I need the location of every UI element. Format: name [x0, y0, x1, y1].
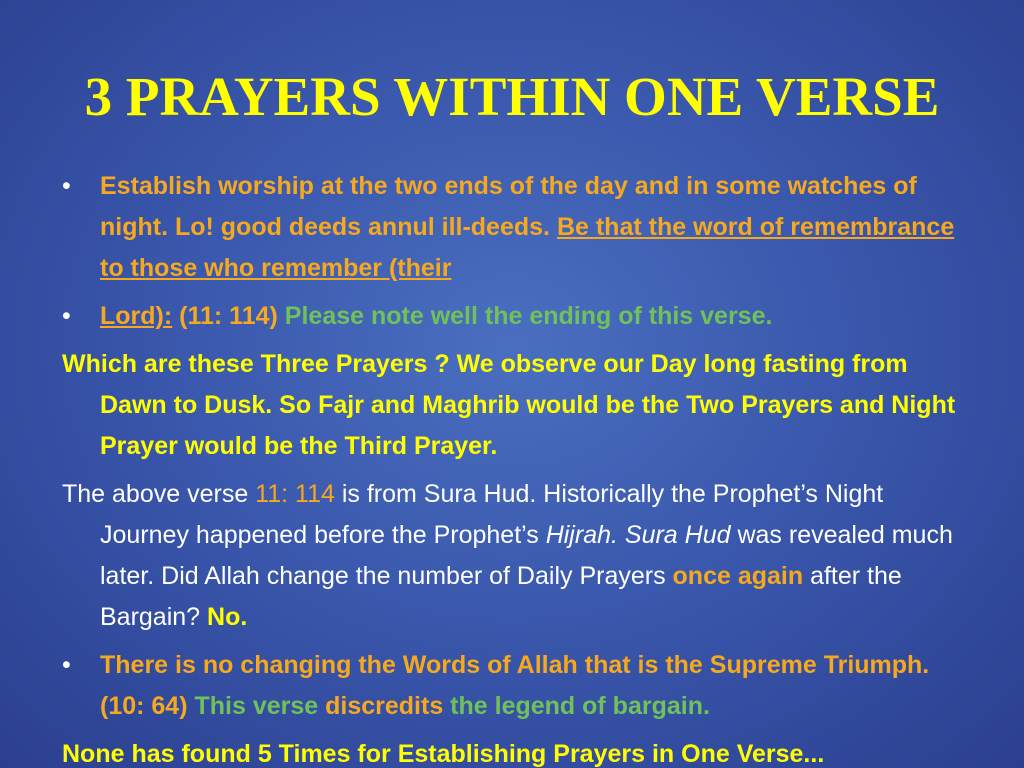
paragraph-lord-reference [62, 296, 967, 337]
verse-reference: (11: 114) [172, 302, 278, 330]
verse-note: Please note well the ending of this verse. [277, 302, 773, 330]
sura-hud-italic: Hijrah. Sura Hud [545, 521, 731, 549]
this-verse-text: This verse [187, 692, 326, 720]
paragraph-no-changing [62, 645, 967, 727]
slide-title: 3 PRAYERS WITHIN ONE VERSE [84, 66, 940, 127]
sura-hud-text-4: after the Bargain? [100, 562, 902, 631]
no-changing-text: There is no changing the Words of Allah that is the Supreme Triumph. (10: 64) [100, 651, 930, 720]
bullet-icon: • [62, 651, 71, 679]
verse-lord-text: Lord): [100, 302, 173, 330]
verse-underlined-text: Be that the word of remembrance to those who remember (their [100, 213, 955, 282]
none-found-text: None has found 5 Times for Establishing Prayers in One Verse... [62, 740, 825, 768]
legend-text: the legend of bargain. [443, 692, 710, 720]
bullet-icon: • [62, 302, 71, 330]
sura-hud-text-3: was revealed much later. Did Allah change the number of Daily Prayers [100, 521, 953, 590]
slide-body [62, 166, 967, 768]
once-again-text: once again [672, 562, 804, 590]
sura-hud-reference: 11: 114 [255, 480, 335, 508]
sura-hud-text-2: is from Sura Hud. Historically the Prophet’s Night Journey happened before the Prophet’s [100, 480, 884, 549]
three-prayers-text: Which are these Three Prayers ? We observe our Day long fasting from Dawn to Dusk. So Fajr and Maghrib would be the Two Prayers and Night Prayer would be the Third Prayer. [62, 350, 956, 460]
bullet-icon: • [62, 172, 71, 200]
discredits-text: discredits [325, 692, 444, 720]
verse-text: Establish worship at the two ends of the day and in some watches of night. Lo! good deeds annul ill-deeds. [100, 172, 917, 241]
paragraph-establish-worship [62, 166, 967, 289]
sura-hud-text-1: The above verse [62, 480, 256, 508]
paragraph-sura-hud [62, 474, 967, 638]
paragraph-three-prayers [62, 344, 967, 467]
no-answer: No. [207, 603, 248, 631]
paragraph-none-found [62, 734, 967, 768]
